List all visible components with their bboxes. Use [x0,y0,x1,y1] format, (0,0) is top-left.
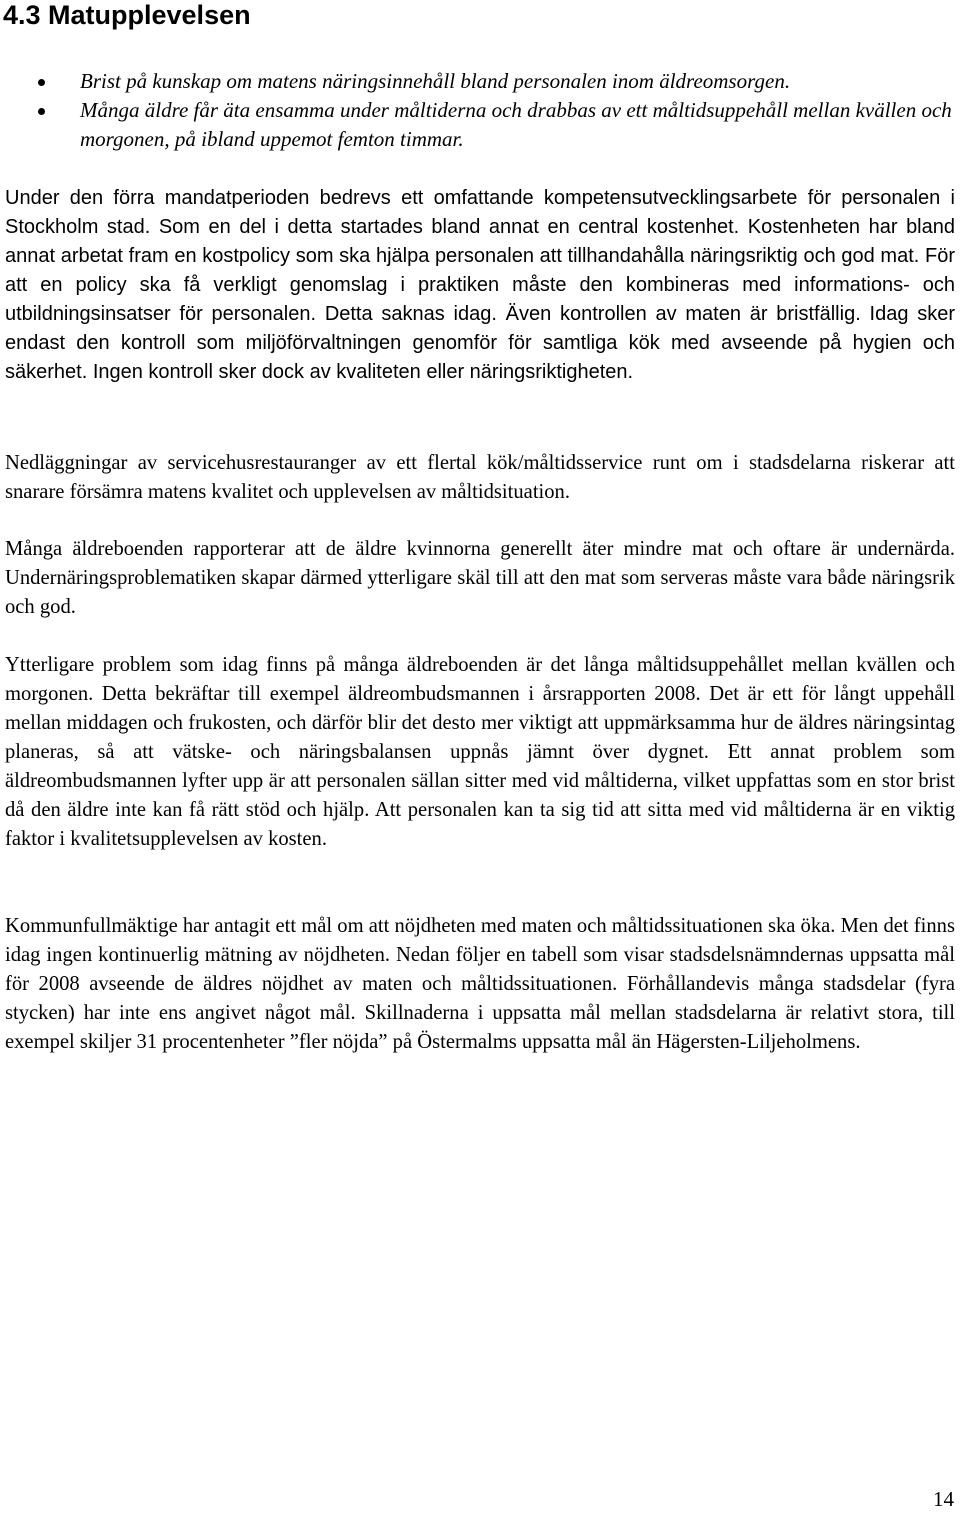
bullet-list [0,67,960,154]
bullet-text: Brist på kunskap om matens näringsinnehåll bland personalen inom äldreomsorgen. [80,69,791,93]
paragraph-competence-development: Under den förra mandatperioden bedrevs ett omfattande kompetensutvecklingsarbete för personalen i Stockholm stad. Som en del i detta startades bland annat en central kostenhet. Kostenheten har bland annat arbetat fram en kostpolicy som ska hjälpa personalen att tillhandahålla näringsriktig och god mat. För att en policy ska få verkligt genomslag i praktiken måste den kombineras med informations- och utbildningsinsatser för personalen. Detta saknas idag. Även kontrollen av maten är bristfällig. Idag sker endast den kontroll som miljöförvaltningen genomför för samtliga kök med avseende på hygien och säkerhet. Ingen kontroll sker dock av kvaliteten eller näringsriktigheten. [5,187,955,383]
bullet-dot-icon [38,108,45,115]
paragraph-malnutrition: Många äldreboenden rapporterar att de äldre kvinnorna generellt äter mindre mat och oftare är undernärda. Undernäringsproblematiken skapar därmed ytterligare skäl till att den mat som serveras måste vara både näringsrik och god. [5,538,955,618]
bullet-dot-icon [38,79,45,86]
bullet-item [0,96,960,154]
paragraph-meal-gap: Ytterligare problem som idag finns på många äldreboenden är det långa måltidsuppehållet mellan kvällen och morgonen. Detta bekräftar till exempel äldreombudsmannen i årsrapporten 2008. Det är ett för långt uppehåll mellan middagen och frukosten, och därför blir det desto mer viktigt att uppmärksamma hur de äldres näringsintag planeras, så att vätske- och näringsbalansen uppnås jämnt över dygnet. Ett annat problem som äldreombudsmannen lyfter upp är att personalen sällan sitter med vid måltiderna, vilket uppfattas som en stor brist då den äldre inte kan få rätt stöd och hjälp. Att personalen kan ta sig tid att sitta med vid måltiderna är en viktig faktor i kvalitetsupplevelsen av kosten. [5,654,955,850]
section-heading: 4.3 Matupplevelsen [3,0,251,30]
paragraph-restaurant-closures: Nedläggningar av servicehusrestauranger av ett flertal kök/måltidsservice runt om i stadsdelarna riskerar att snarare försämra matens kvalitet och upplevelsen av måltidsituation. [5,452,955,503]
bullet-text: Många äldre får äta ensamma under måltiderna och drabbas av ett måltidsuppehåll mellan kvällen och morgonen, på ibland uppemot femton timmar. [80,98,952,151]
paragraph-satisfaction-goals: Kommunfullmäktige har antagit ett mål om att nöjdheten med maten och måltidssituationen ska öka. Men det finns idag ingen kontinuerlig mätning av nöjdheten. Nedan följer en tabell som visar stadsdelsnämndernas uppsatta mål för 2008 avseende de äldres nöjdhet av maten och måltidssituationen. Förhållandevis många stadsdelar (fyra stycken) har inte ens angivet något mål. Skillnaderna i uppsatta mål mellan stadsdelarna är relativt stora, till exempel skiljer 31 procentenheter ”fler nöjda” på Östermalms uppsatta mål än Hägersten-Liljeholmens. [5,915,955,1053]
bullet-item [0,67,960,96]
page-number: 14 [933,1487,954,1511]
